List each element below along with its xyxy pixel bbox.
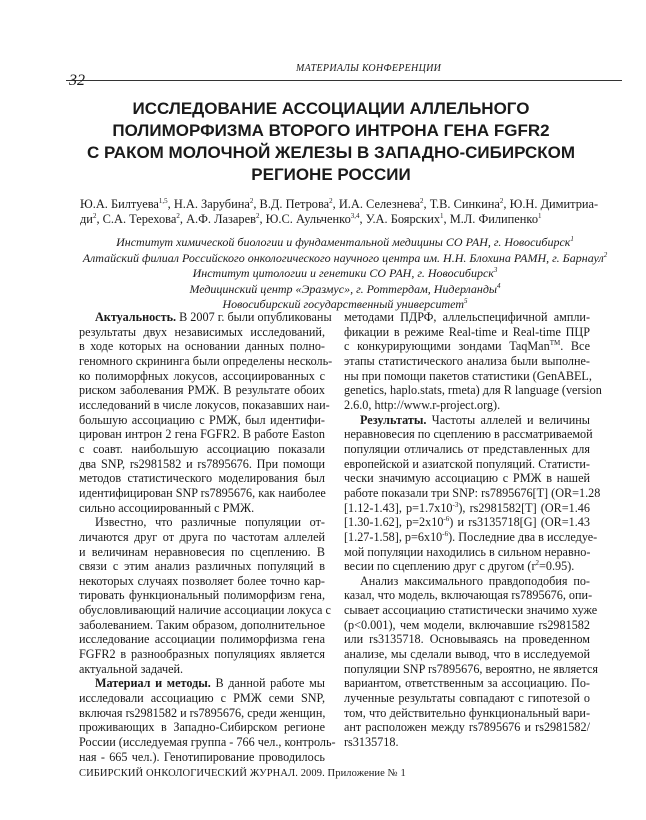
text-line: европейской и азиатской популяций. Статисти- — [344, 456, 590, 471]
text-line: популяции SNP rs7895676, вероятно, не является — [344, 661, 598, 676]
text-line: заболеванием. Таким образом, дополнительное — [79, 617, 325, 632]
text-line: в ходе которых на основании данных полно- — [79, 339, 325, 354]
author-list — [80, 197, 624, 227]
affiliation-list — [66, 235, 624, 313]
text-line: ант расположен между rs7895676 и rs2981582/ — [344, 720, 590, 735]
text-span: В 2007 г. были опубликованы — [176, 310, 332, 324]
running-head: МАТЕРИАЛЫ КОНФЕРЕНЦИИ — [296, 63, 442, 74]
text-span: В данной работе мы — [210, 676, 325, 691]
text-line: два SNP, rs2981582 и rs7895676. При помощи — [79, 456, 325, 471]
paragraph-first-line — [344, 413, 590, 428]
text-line: включая rs2981582 и rs7895676, среди женщин, — [79, 705, 326, 720]
text-line: или rs3135718. Основываясь на проведенном — [344, 632, 590, 647]
text-line: работе показали три SNP: rs7895676[T] (OR=1.28 — [344, 485, 601, 500]
author-line: $ди^2$, С.А. Терехова$^2$, А.Ф. Лазарев$^2$, Ю.С. Аульченко$^{3,4}$, У.А. Боярских$^1$, М.Л. Филипенко$^1$ — [80, 211, 542, 226]
text-line: мой популяции находились в сильном неравно- — [344, 544, 591, 559]
text-line: обусловливающий наличие ассоциации локуса с — [79, 603, 331, 618]
right-column — [344, 310, 602, 750]
text-line: лученные результаты совпадают с гипотезой о — [344, 691, 590, 706]
journal-footer: СИБИРСКИЙ ОНКОЛОГИЧЕСКИЙ ЖУРНАЛ. 2009. Приложение № 1 — [79, 768, 406, 779]
section-heading-methods: Материал и методы. — [95, 676, 211, 691]
text-line: связи с этим анализ различных популяций в — [79, 559, 325, 574]
affiliation: Институт цитологии и генетики СО РАН, г. Новосибирск$^3$ — [192, 266, 498, 280]
text-line: ная - 665 чел.). Генотипирование проводилось — [79, 749, 325, 764]
text-line: [1.12-1.43], $p=1.7x10^{-3}$), rs2981582[T] (OR=1.46 — [344, 500, 590, 515]
text-line: проживающих в Западно-Сибирском регионе — [79, 720, 325, 735]
text-line: с конкурирующими зондами TaqMan™. Все — [344, 339, 590, 354]
text-line: личаются друг от друга по частотам аллелей — [79, 529, 325, 544]
title-line: ИССЛЕДОВАНИЕ АССОЦИАЦИИ АЛЛЕЛЬНОГО — [132, 99, 530, 118]
text-line: большую ассоциацию с РМЖ, был идентифи- — [79, 412, 325, 427]
text-line: 2.6.0, http://www.r-project.org). — [344, 397, 501, 412]
paragraph-first-line — [79, 310, 332, 325]
text-line: том, что действительно функциональный вари- — [344, 705, 590, 720]
text-line: genetics, haplo.stats, rmeta) для R language (version — [344, 383, 602, 398]
affiliation: Алтайский филиал Российского онкологического научного центра им. Н.Н. Блохина РАМН, г. Барнаул$^2$ — [82, 250, 608, 265]
text-line: с соавт. наибольшую ассоциацию показали — [79, 441, 325, 456]
title-line: РЕГИОНЕ РОССИИ — [251, 165, 411, 184]
text-line: России (исследуемая группа - 766 чел., контроль- — [79, 735, 336, 750]
text-line: сывает ассоциацию статистически значимо хуже — [344, 603, 598, 618]
paragraph-first-line: Анализ максимального правдоподобия по- — [360, 573, 590, 588]
header-rule — [66, 80, 622, 81]
author-line: Ю.А. Билтуева$^{1,5}$, Н.А. Зарубина$^2$, В.Д. Петрова$^2$, И.А. Селезнева$^2$, Т.В. Синкина$^2$, Ю.Н. Димитриа- — [80, 196, 599, 211]
text-line: исследований в числе локусов, показавших наи- — [79, 397, 330, 412]
section-heading-results: Результаты. — [360, 412, 427, 427]
text-line: ны при помощи пакетов статистики (GenABEL, — [344, 368, 592, 383]
paragraph-first-line — [79, 676, 325, 691]
paragraph-first-line: Известно, что различные популяции от- — [95, 515, 325, 530]
text-span: Частоты аллелей и величины — [426, 412, 590, 427]
title-line: ПОЛИМОРФИЗМА ВТОРОГО ИНТРОНА ГЕНА FGFR2 — [112, 121, 550, 140]
article-title — [66, 98, 596, 186]
text-line: методами ПДРФ, аллельспецифичной ампли- — [344, 310, 590, 324]
text-line: вариантом, ответственным за ассоциацию. По- — [344, 676, 590, 691]
text-line: исследование ассоциации полиморфизма гена — [79, 632, 325, 647]
text-line: FGFR2 в разнообразных популяциях является — [79, 647, 325, 662]
text-line: rs3135718. — [344, 735, 399, 750]
text-line: результаты двух независимых исследований, — [79, 324, 325, 339]
text-line: тировать функциональный полиморфизм гена, — [79, 588, 325, 603]
text-line: идентифицирован SNP rs7895676, как наиболее — [79, 485, 326, 500]
affiliation: Медицинский центр «Эразмус», г. Роттердам, Нидерланды$^4$ — [189, 281, 501, 296]
text-line: методов статистического моделирования был — [79, 471, 325, 486]
text-line: анализе, мы сделали вывод, что в исследуемой — [344, 647, 590, 662]
text-line: исследовали ассоциацию с РМЖ семи SNP, — [79, 691, 325, 706]
title-line: С РАКОМ МОЛОЧНОЙ ЖЕЛЕЗЫ В ЗАПАДНО-СИБИРСКОМ — [86, 143, 576, 162]
text-line: (p<0.001), чем модели, включавшие rs2981582 — [344, 617, 590, 632]
text-line: популяции отличались от представленных для — [344, 441, 590, 456]
text-line: риском заболевания РМЖ. В результате обоих — [79, 383, 325, 398]
text-line: некоторых случаях позволяет более точно кар- — [79, 573, 325, 588]
text-line: весии по сцеплению друг с другом $(r^2=0.95)$. — [344, 559, 575, 574]
page-number: 32 — [69, 72, 85, 89]
text-line: казал, что модель, включающая rs7895676, опи- — [344, 588, 593, 603]
affiliation: Институт химической биологии и фундаментальной медицины СО РАН, г. Новосибирск$^1$ — [116, 235, 574, 249]
section-heading-relevance: Актуальность. — [95, 310, 177, 324]
left-column — [79, 310, 336, 764]
text-line: ко полиморфных локусов, ассоциированных с — [79, 368, 325, 383]
text-line: геномного скрининга были определены несколь- — [79, 353, 333, 368]
text-line: [1.30-1.62], $p=2x10^{-6}$) и rs3135718[G] (OR=1.43 — [344, 515, 590, 530]
text-line: фикации в режиме Real-time и Real-time ПЦР — [344, 324, 590, 339]
text-line: чески значимую ассоциацию с РМЖ в нашей — [344, 471, 590, 486]
text-line: [1.27-1.58], $p=6x10^{-6}$). Последние два в исследуе- — [344, 529, 598, 544]
affiliation: Новосибирский государственный университет$^5$ — [222, 297, 468, 311]
text-line: актуальной задачей. — [79, 661, 184, 676]
text-line: неравновесия по сцеплению в рассматриваемой — [344, 427, 593, 442]
text-line: цирован интрон 2 гена FGFR2. В работе Easton — [79, 427, 325, 442]
text-line: сильно ассоциированный с РМЖ. — [79, 500, 255, 515]
text-line: и величинам неравновесия по сцеплению. В — [79, 544, 325, 559]
text-line: этапы статистического анализа были выполне- — [344, 353, 590, 368]
